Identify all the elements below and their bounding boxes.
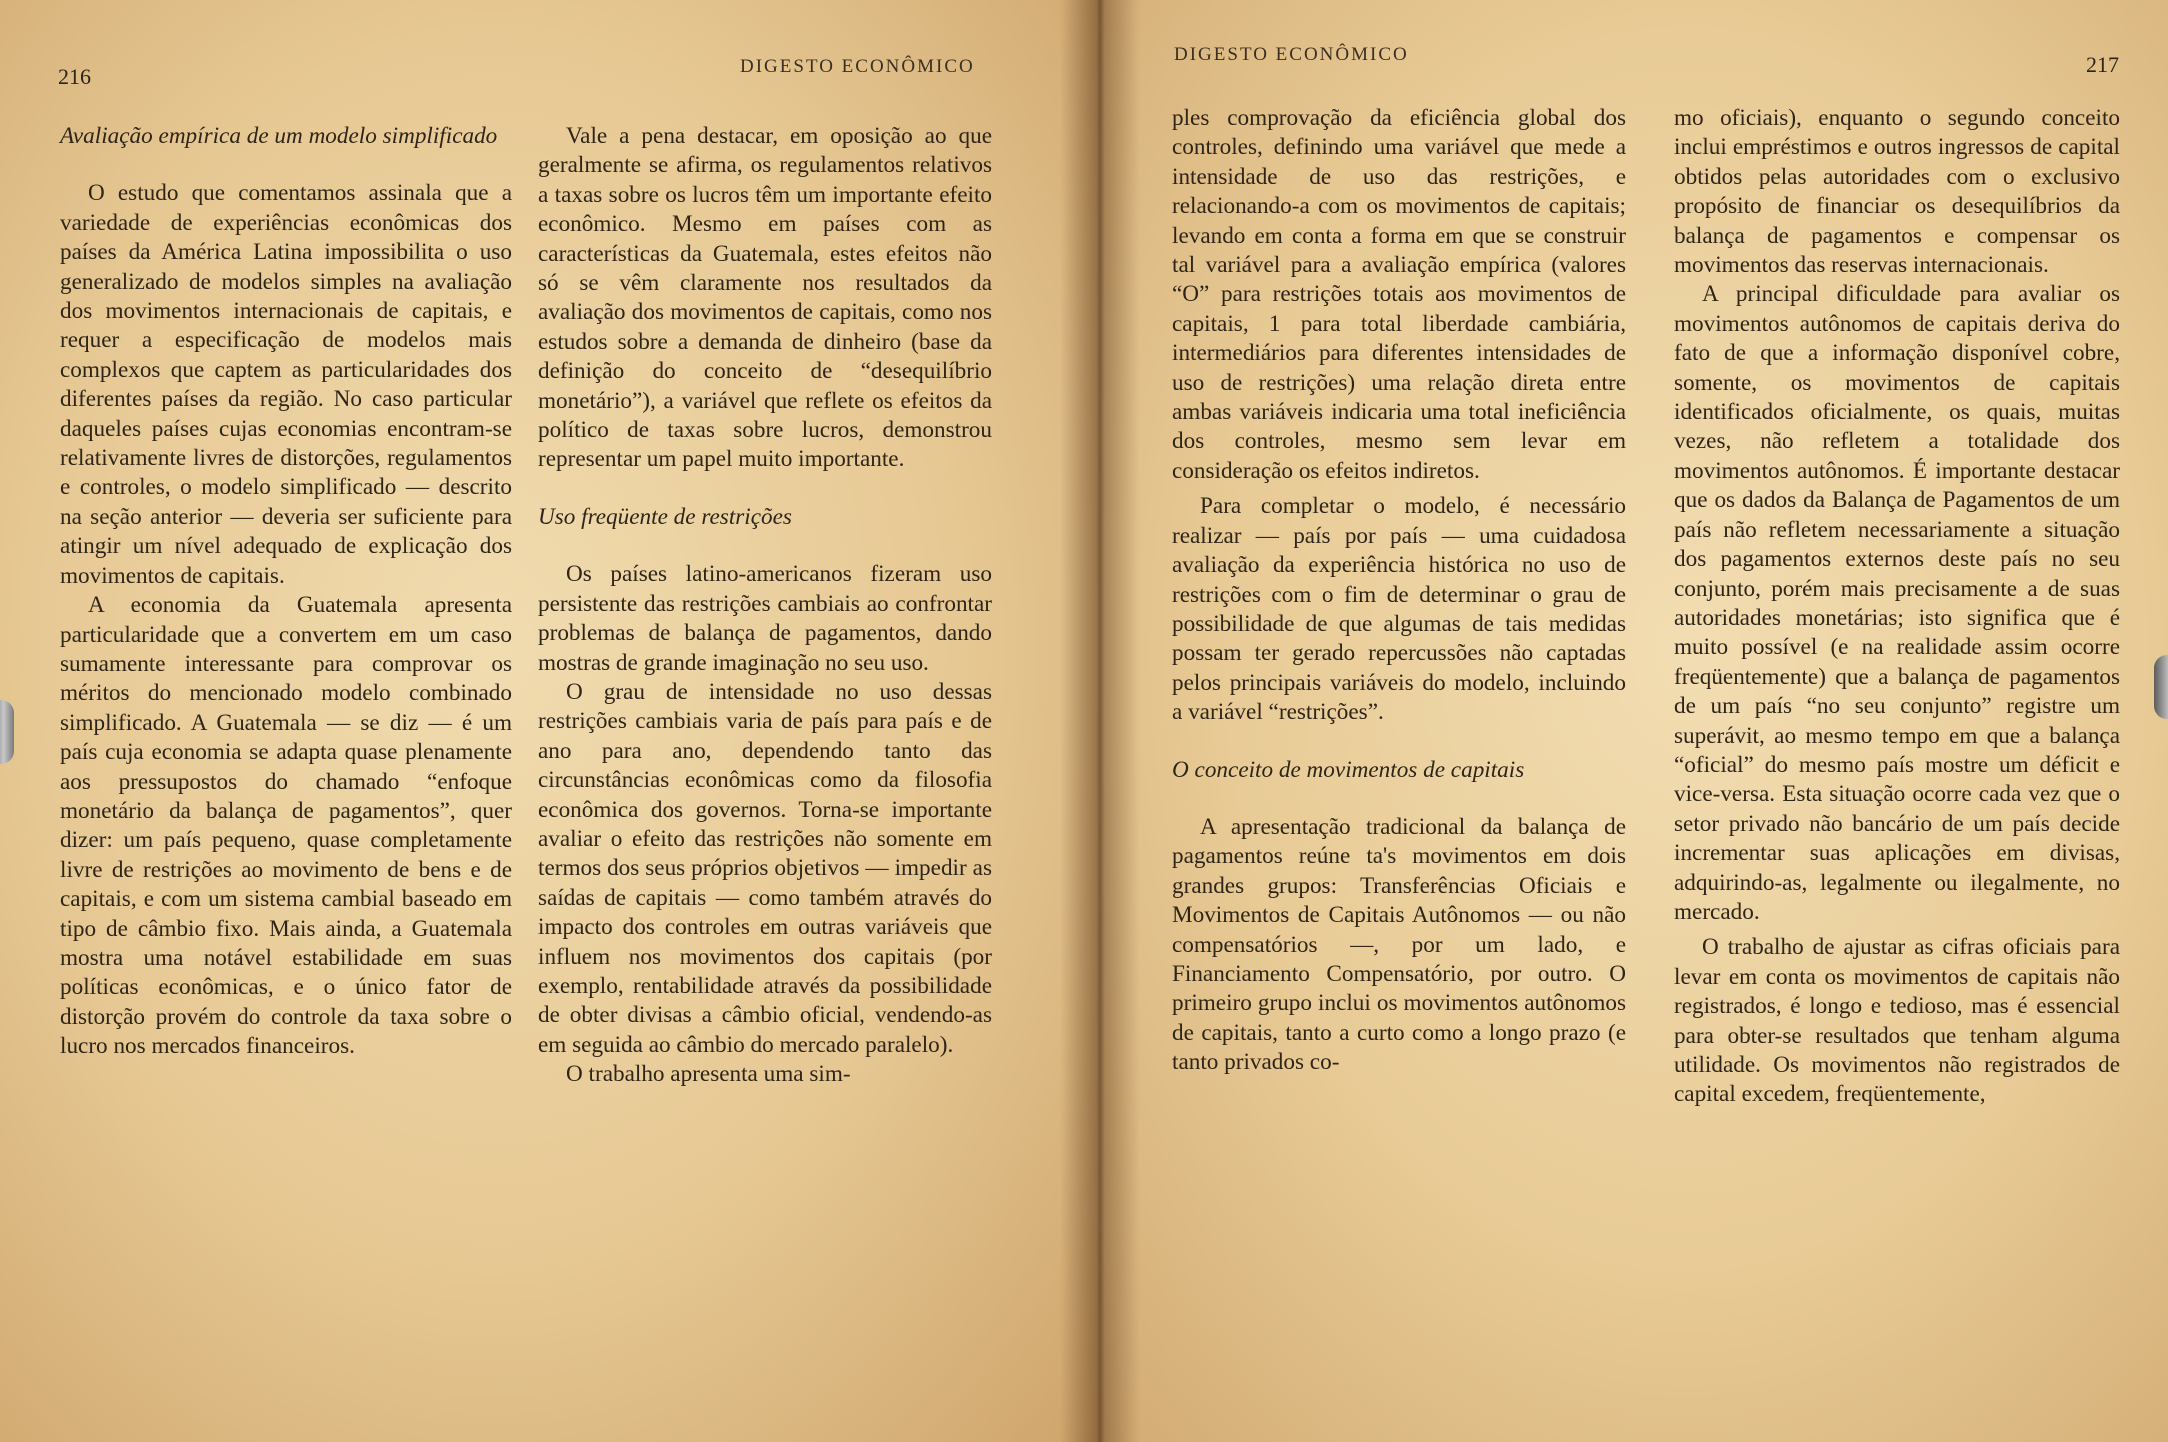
- paragraph: A apresentação tradicional da balança de pagamentos reúne ta's movimentos em dois grandes grupos: Transferências Oficiais e Movimentos de Capitais Autônomos — ou não compensatórios —, por um lado, e Financiamento Compensatório, por outro. O primeiro grupo inclui os movimentos autônomos de capitais, tanto a curto como a longo prazo (e tanto privados co-: [1172, 813, 1626, 1076]
- page-217: [1096, 0, 2168, 1442]
- running-head-right: DIGESTO ECONÔMICO: [1174, 44, 1409, 65]
- paragraph: O estudo que comentamos assinala que a variedade de experiências econômicas dos países da América Latina impossibilita o uso generalizado de modelos simples na avaliação dos movimentos internacionais de capitais, e requer a especificação de modelos mais complexos que captem as particularidades dos diferentes países da região. No caso particular daqueles países cujas economias encontram-se relativamente livres de distorções, regulamentos e controles, o modelo simplificado — descrito na seção anterior — deveria ser suficiente para atingir um nível adequado de explicação dos movimentos de capitais.: [60, 180, 512, 589]
- column-217-1: [1172, 104, 1626, 1078]
- running-head-left: DIGESTO ECONÔMICO: [740, 56, 975, 77]
- paragraph: A economia da Guatemala apresenta particularidade que a convertem em um caso sumamente interessante para comprovar os méritos do mencionado modelo combinado simplificado. A Guatemala — se diz — é um país cuja economia se adapta quase plenamente aos pressupostos do chamado “enfoque monetário da balança de pagamentos”, quer dizer: um país pequeno, quase completamente livre de restrições ao movimento de bens e de capitais, e com um sistema cambial baseado em tipo de câmbio fixo. Mais ainda, a Guatemala mostra uma notável estabilidade em suas políticas econômicas, e o único fator de distorção provém do controle da taxa sobre o lucro nos mercados financeiros.: [60, 592, 512, 1060]
- section-heading: Uso freqüente de restrições: [538, 503, 792, 530]
- section-heading: Avaliação empírica de um modelo simplificado: [60, 123, 498, 149]
- page-number-right: 217: [2086, 52, 2119, 77]
- binding-clip: [2154, 655, 2168, 719]
- column-216-2: [538, 122, 992, 1090]
- paragraph: O trabalho de ajustar as cifras oficiais para levar em conta os movimentos de capitais não registrados, é longo e tedioso, mas é essencial para obter-se resultados que tenham alguma utilidade. Os movimentos não registrados de capital excedem, freqüentemente,: [1674, 934, 2120, 1108]
- binding-clip: [0, 700, 14, 764]
- paragraph: O grau de intensidade no uso dessas restrições cambiais varia de país para país e de ano para ano, dependendo tanto das circunstâncias econômicas como da filosofia econômica dos governos. Torna-se importante avaliar o efeito das restrições não somente em termos dos seus próprios objetivos — impedir as saídas de capitais — como também através do impacto dos controles em outras variáveis que influem nos movimentos dos capitais (por exemplo, rentabilidade através da possibilidade de obter divisas a câmbio oficial, vendendo-as em seguida ao câmbio do mercado paralelo).: [538, 678, 992, 1058]
- section-heading: O conceito de movimentos de capitais: [1172, 756, 1525, 783]
- column-217-2: [1674, 104, 2120, 1110]
- paragraph: Para completar o modelo, é necessário realizar — país por país — uma cuidadosa avaliação da experiência histórica no uso de restrições com o fim de determinar o grau de possibilidade de que algumas de tais medidas possam ter gerado repercussões não captadas pelos principais variáveis do modelo, incluindo a variável “restrições”.: [1172, 493, 1626, 726]
- book-gutter: [1060, 0, 1140, 1442]
- column-216-1: [60, 122, 512, 1062]
- page-number-left: 216: [58, 64, 91, 89]
- paragraph: ples comprovação da eficiência global dos controles, definindo uma variável que mede a intensidade de uso das restrições, e relacionando-a com os movimentos de capitais; levando em conta a forma em que se construir tal variável para a avaliação empírica (valores “O” para restrições totais aos movimentos de capitais, 1 para total liberdade cambiária, intermediários para diferentes intensidades de uso de restrições) uma relação direta entre ambas variáveis indicaria uma total ineficiência dos controles, mesmo sem levar em consideração os efeitos indiretos.: [1172, 105, 1626, 484]
- paragraph: Os países latino-americanos fizeram uso persistente das restrições cambiais ao confrontar problemas de balança de pagamentos, dando mostras de grande imaginação no seu uso.: [538, 561, 992, 676]
- paragraph: Vale a pena destacar, em oposição ao que geralmente se afirma, os regulamentos relativos a taxas sobre os lucros têm um importante efeito econômico. Mesmo em países com as características da Guatemala, estes efeitos não só se vêm claramente nos resultados da avaliação dos movimentos de capitais, como nos estudos sobre a demanda de dinheiro (base da definição do conceito de “desequilíbrio monetário”), a variável que reflete os efeitos da político de taxas sobre lucros, demonstrou representar um papel muito importante.: [538, 123, 992, 473]
- paragraph: A principal dificuldade para avaliar os movimentos autônomos de capitais deriva do fato de que a informação disponível cobre, somente, os movimentos de capitais identificados oficialmente, os quais, muitas vezes, não refletem a totalidade dos movimentos autônomos. É importante destacar que os dados da Balança de Pagamentos de um país não refletem necessariamente a situação dos pagamentos externos deste país no seu conjunto, porém mais precisamente a de suas autoridades monetárias; isto significa que é muito possível (e na realidade assim ocorre freqüentemente) que a balança de pagamentos de um país “no seu conjunto” registre um superávit, ao mesmo tempo em que a balança “oficial” do mesmo país mostre um déficit e vice-versa. Esta situação ocorre cada vez que o setor privado não bancário de um país decide incrementar suas aplicações em divisas, adquirindo-as, legalmente ou ilegalmente, no mercado.: [1674, 281, 2120, 925]
- paragraph: O trabalho apresenta uma sim-: [566, 1061, 851, 1088]
- paragraph: mo oficiais), enquanto o segundo conceito inclui empréstimos e outros ingressos de capital obtidos pelas autoridades com o exclusivo propósito de financiar os desequilíbrios da balança de pagamentos e compensar os movimentos das reservas internacionais.: [1674, 105, 2120, 279]
